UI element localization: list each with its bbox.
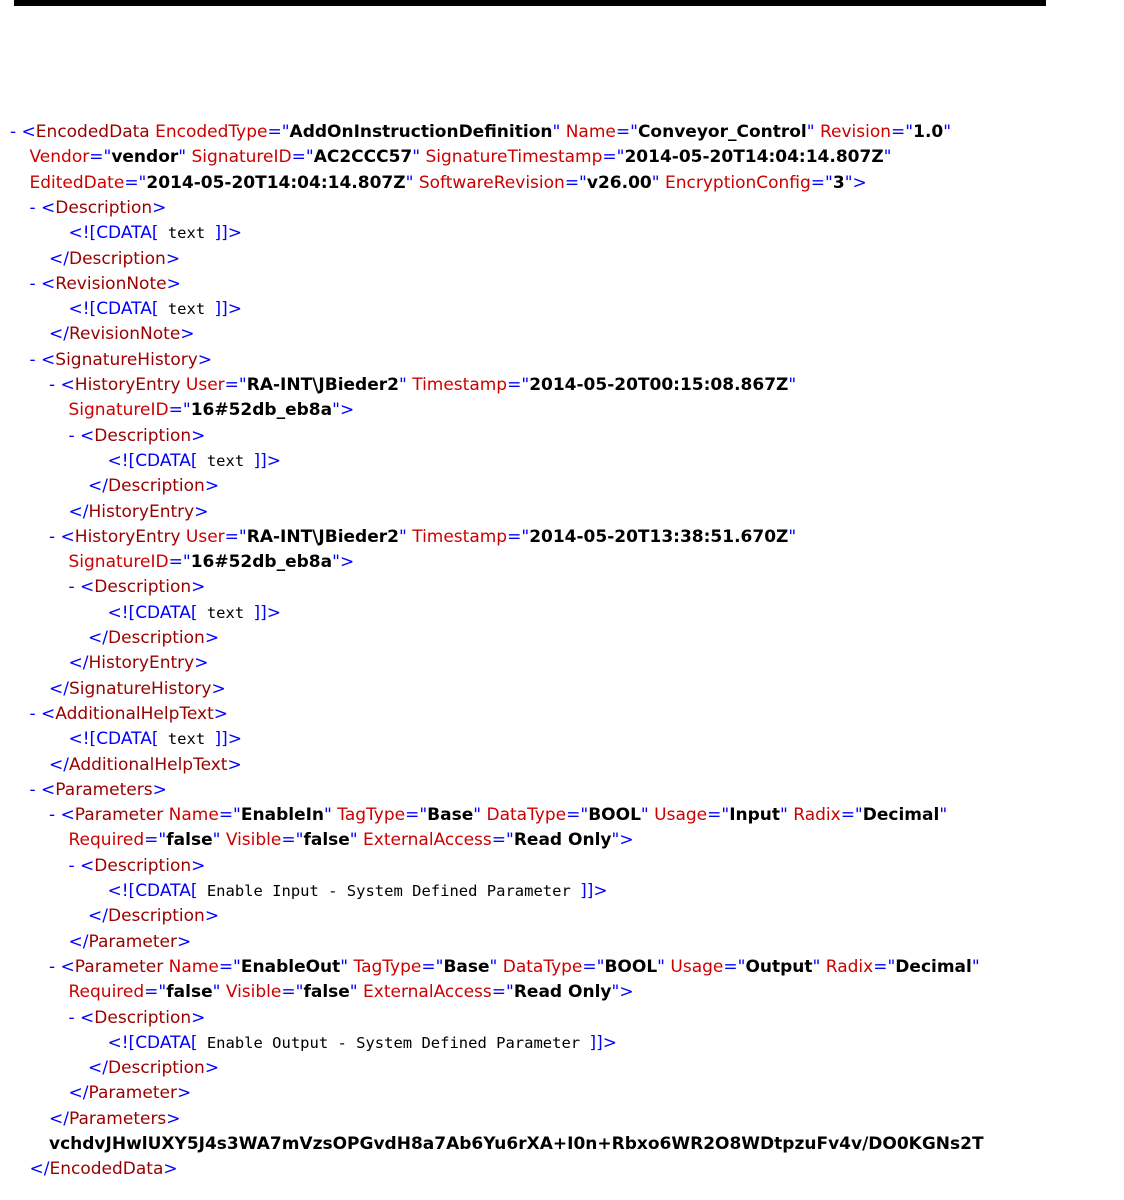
xml-markup: <![CDATA[ (107, 450, 198, 471)
cdata-text: text (197, 603, 254, 622)
xml-markup: " (212, 982, 221, 1003)
xml-markup: </ (68, 1083, 89, 1104)
xml-markup: =" (218, 805, 241, 826)
xml-markup: < (41, 703, 56, 724)
xml-line (108, 601, 282, 626)
element-tag-name: EncodedData (35, 122, 150, 142)
attribute-value: BOOL (604, 956, 658, 977)
element-tag-name: SignatureHistory (55, 349, 198, 370)
xml-markup: =" (873, 956, 896, 977)
xml-markup: </ (29, 1159, 50, 1180)
attribute-value: false (303, 982, 350, 1003)
attribute-value: RA-INT\JBieder2 (246, 526, 399, 547)
xml-markup: </ (49, 324, 69, 345)
xml-markup: </ (88, 476, 108, 497)
xml-markup: > (619, 982, 634, 1003)
xml-markup: " (212, 830, 221, 851)
xml-markup: =" (168, 400, 191, 421)
attribute-name: Visible (225, 830, 282, 851)
element-tag-name: SignatureHistory (68, 678, 212, 699)
xml-markup: > (197, 349, 213, 370)
xml-markup: " (340, 956, 349, 977)
xml-markup: < (60, 956, 75, 977)
xml-line (49, 803, 947, 828)
xml-line (49, 322, 195, 347)
xml-markup: > (619, 830, 634, 851)
attribute-name: User (185, 526, 225, 547)
xml-markup: " (324, 805, 332, 826)
xml-markup: ]]> (589, 1032, 617, 1053)
attribute-value: Read Only (513, 982, 612, 1003)
xml-line (30, 171, 867, 196)
collapse-toggle-icon[interactable]: - (68, 1007, 75, 1028)
attribute-value: Decimal (862, 805, 940, 826)
xml-line (69, 828, 634, 853)
attribute-name: Radix (825, 956, 874, 977)
collapse-toggle-icon[interactable]: - (29, 779, 36, 800)
xml-markup: =" (89, 147, 112, 168)
attribute-value: 16#52db_eb8a (190, 552, 333, 573)
xml-markup: " (971, 956, 980, 977)
collapse-toggle-icon[interactable]: - (29, 703, 36, 724)
element-tag-name: Parameters (68, 1108, 167, 1129)
attribute-value: 2014-05-20T14:04:14.807Z (146, 172, 406, 193)
attribute-name: Visible (225, 982, 282, 1003)
element-tag-name: Description (68, 248, 166, 269)
xml-line (69, 221, 243, 246)
xml-markup: =" (144, 830, 167, 851)
xml-line (49, 373, 796, 398)
xml-markup: " (412, 147, 421, 168)
xml-markup: > (191, 425, 206, 446)
xml-line (69, 1006, 206, 1031)
xml-line (88, 474, 219, 499)
xml-markup: </ (68, 501, 89, 522)
xml-markup: " (939, 805, 948, 826)
xml-markup: " (611, 982, 620, 1003)
xml-markup: > (194, 501, 209, 522)
element-tag-name: Description (107, 628, 205, 648)
xml-markup: =" (582, 956, 605, 977)
xml-markup: " (398, 526, 407, 547)
element-tag-name: Description (94, 577, 192, 598)
xml-markup: > (152, 779, 167, 800)
attribute-value: 3 (832, 172, 845, 193)
xml-line (49, 753, 242, 778)
attribute-name: ExternalAccess (363, 982, 492, 1003)
xml-markup: " (332, 400, 340, 421)
attribute-name: TagType (337, 805, 406, 826)
xml-markup: > (204, 476, 220, 497)
xml-markup: =" (491, 830, 514, 851)
attribute-value: EnableIn (240, 805, 325, 826)
element-tag-name: AdditionalHelpText (68, 754, 228, 775)
attribute-name: Usage (654, 805, 708, 826)
xml-markup: < (80, 577, 95, 598)
attribute-name: Name (565, 122, 616, 142)
xml-markup: > (166, 1108, 181, 1129)
xml-markup: > (213, 703, 229, 724)
attribute-value: v26.00 (586, 172, 652, 193)
xml-markup: =" (281, 830, 304, 851)
xml-markup: <![CDATA[ (107, 881, 198, 901)
xml-markup: </ (88, 906, 108, 927)
xml-markup: " (812, 956, 821, 977)
xml-markup: > (180, 324, 195, 345)
attribute-value: RA-INT\JBieder2 (246, 375, 399, 395)
attribute-name: EncodedType (155, 122, 268, 142)
attribute-name: Radix (793, 805, 841, 826)
xml-markup: </ (68, 931, 89, 952)
xml-markup: < (41, 779, 56, 800)
xml-line (108, 879, 608, 904)
attribute-value: AC2CCC57 (313, 147, 413, 168)
collapse-toggle-icon[interactable]: - (68, 425, 75, 446)
collapse-toggle-icon[interactable]: - (29, 273, 36, 294)
xml-markup: < (41, 273, 56, 294)
xml-line (69, 500, 209, 525)
attribute-name: SignatureID (191, 147, 292, 168)
xml-markup: < (41, 349, 56, 370)
xml-line (49, 677, 226, 702)
attribute-value: BOOL (588, 805, 641, 826)
element-tag-name: Description (94, 855, 192, 876)
collapse-toggle-icon[interactable]: - (49, 526, 56, 547)
xml-markup: =" (144, 982, 167, 1003)
collapse-toggle-icon[interactable]: - (10, 122, 17, 142)
xml-markup: =" (267, 122, 290, 142)
xml-line (69, 1081, 192, 1106)
xml-line (88, 626, 219, 651)
attribute-value: 1.0 (913, 122, 944, 142)
attribute-value: EnableOut (240, 956, 341, 977)
attribute-value: 16#52db_eb8a (190, 400, 333, 421)
cdata-text: Enable Output - System Defined Parameter (197, 1033, 590, 1052)
xml-line (88, 1056, 219, 1081)
xml-markup: < (60, 805, 75, 826)
xml-markup: ]]> (214, 299, 243, 320)
xml-markup: " (489, 956, 498, 977)
xml-line (69, 424, 206, 449)
attribute-value: false (303, 830, 350, 851)
element-tag-name: Parameters (55, 779, 153, 800)
xml-markup: > (194, 653, 209, 674)
attribute-name: Vendor (29, 147, 90, 168)
xml-markup: =" (723, 956, 746, 977)
xml-markup: =" (224, 526, 247, 547)
xml-markup: <![CDATA[ (68, 299, 159, 320)
collapse-toggle-icon[interactable]: - (29, 197, 36, 218)
attribute-value: Base (427, 805, 474, 826)
attribute-name: Name (168, 805, 219, 826)
cdata-text: text (158, 730, 215, 749)
xml-line (88, 904, 219, 929)
xml-line (49, 247, 180, 272)
xml-line (69, 651, 209, 676)
xml-markup: <![CDATA[ (68, 223, 159, 244)
xml-line (69, 854, 206, 879)
xml-markup: =" (124, 172, 147, 193)
attribute-name: EncryptionConfig (664, 172, 811, 193)
collapse-toggle-icon[interactable]: - (49, 375, 56, 395)
xml-markup: ]]> (214, 729, 243, 750)
xml-markup: > (152, 197, 167, 218)
xml-line (69, 550, 355, 575)
element-tag-name: HistoryEntry (74, 375, 181, 395)
element-tag-name: Parameter (88, 1083, 177, 1104)
xml-markup: =" (707, 805, 730, 826)
xml-markup: " (405, 172, 414, 193)
xml-line (30, 348, 213, 373)
top-border-bar (14, 0, 1046, 6)
attribute-name: SignatureID (68, 552, 169, 573)
attribute-name: Usage (670, 956, 724, 977)
xml-markup: > (191, 577, 206, 598)
attribute-name: Name (168, 956, 219, 977)
xml-line (30, 196, 167, 221)
xml-line (69, 980, 634, 1005)
xml-markup: =" (224, 375, 247, 395)
xml-markup: " (398, 375, 407, 395)
xml-line (49, 1132, 984, 1157)
xml-markup: < (41, 197, 56, 218)
xml-markup: " (473, 805, 482, 826)
collapse-toggle-icon[interactable]: - (49, 805, 56, 826)
element-tag-name: RevisionNote (55, 273, 167, 294)
element-tag-name: Description (94, 425, 192, 446)
xml-line (69, 297, 243, 322)
xml-markup: </ (49, 1108, 69, 1129)
xml-markup: > (227, 754, 242, 775)
collapse-toggle-icon[interactable]: - (29, 349, 36, 370)
xml-line (30, 702, 229, 727)
attribute-value: 2014-05-20T00:15:08.867Z (529, 375, 789, 395)
xml-markup: =" (564, 172, 587, 193)
xml-markup: =" (507, 375, 530, 395)
element-tag-name: AdditionalHelpText (55, 703, 214, 724)
xml-markup: </ (49, 678, 69, 699)
xml-markup: " (788, 375, 797, 395)
element-tag-name: HistoryEntry (88, 501, 195, 522)
attribute-name: SoftwareRevision (418, 172, 565, 193)
cdata-text: text (197, 451, 254, 470)
xml-markup: =" (218, 956, 241, 977)
xml-markup: " (657, 956, 665, 977)
xml-markup: <![CDATA[ (107, 1032, 198, 1053)
attribute-value: AddOnInstructionDefinition (289, 122, 553, 142)
xml-markup: =" (602, 147, 625, 168)
xml-markup: < (80, 1007, 95, 1028)
xml-markup: =" (168, 552, 191, 573)
xml-markup: < (60, 526, 75, 547)
xml-markup: < (80, 855, 95, 876)
element-tag-name: Description (55, 197, 153, 218)
xml-markup: =" (291, 147, 314, 168)
xml-line (69, 575, 206, 600)
element-tag-name: Description (94, 1007, 192, 1028)
xml-line (30, 145, 892, 170)
xml-markup: > (339, 552, 355, 573)
xml-line (30, 272, 181, 297)
element-tag-name: Parameter (74, 805, 164, 826)
xml-markup: < (80, 425, 95, 446)
xml-markup: " (349, 830, 358, 851)
attribute-value: Output (745, 956, 813, 977)
xml-markup: " (611, 830, 620, 851)
xml-line (69, 727, 243, 752)
xml-markup: ]]> (253, 602, 282, 623)
attribute-name: EditedDate (29, 172, 125, 193)
xml-markup: =" (840, 805, 863, 826)
xml-markup: </ (88, 1058, 108, 1079)
xml-markup: > (166, 273, 181, 294)
attribute-value: Input (729, 805, 781, 826)
attribute-name: SignatureTimestamp (425, 147, 603, 168)
attribute-name: Required (68, 830, 145, 851)
xml-markup: > (191, 855, 206, 876)
xml-markup: ]]> (214, 223, 243, 244)
xml-markup: " (640, 805, 649, 826)
element-tag-name: EncodedData (49, 1159, 164, 1180)
xml-markup: " (332, 552, 340, 573)
attribute-value: vendor (111, 147, 179, 168)
element-tag-name: Description (107, 476, 205, 497)
xml-markup: < (21, 122, 36, 142)
attribute-value: Decimal (895, 956, 972, 977)
attribute-name: Timestamp (412, 526, 508, 547)
xml-line (49, 955, 980, 980)
xml-markup: > (852, 172, 867, 193)
xml-markup: =" (421, 956, 444, 977)
cdata-text: text (158, 300, 215, 319)
xml-markup: ]]> (580, 881, 608, 901)
xml-markup: > (191, 1007, 206, 1028)
attribute-name: ExternalAccess (363, 830, 492, 851)
xml-line (10, 120, 951, 145)
xml-line (30, 778, 167, 803)
attribute-name: Timestamp (412, 375, 508, 395)
xml-markup: =" (810, 172, 833, 193)
xml-markup: " (349, 982, 358, 1003)
attribute-value: 2014-05-20T14:04:14.807Z (624, 147, 884, 168)
xml-markup: " (806, 122, 815, 142)
xml-markup: <![CDATA[ (68, 729, 159, 750)
xml-markup: > (176, 931, 192, 952)
attribute-value: Read Only (513, 830, 612, 851)
attribute-name: Revision (819, 122, 892, 142)
element-tag-name: Description (107, 1058, 205, 1079)
attribute-value: 2014-05-20T13:38:51.670Z (529, 526, 789, 547)
cdata-text: Enable Input - System Defined Parameter (197, 882, 581, 900)
xml-line (49, 525, 796, 550)
xml-markup: </ (49, 248, 69, 269)
xml-markup: > (339, 400, 355, 421)
xml-markup: </ (68, 653, 89, 674)
element-tag-name: Description (107, 906, 205, 927)
xml-markup: =" (281, 982, 304, 1003)
xml-markup: > (204, 628, 220, 648)
xml-markup: " (178, 147, 187, 168)
xml-markup: =" (615, 122, 638, 142)
xml-markup: <![CDATA[ (107, 602, 198, 623)
xml-line (69, 398, 355, 423)
attribute-name: Required (68, 982, 145, 1003)
xml-markup: ]]> (253, 450, 282, 471)
xml-line (69, 930, 192, 955)
encoded-text-content: vchdvJHwlUXY5J4s3WA7mVzsOPGvdH8a7Ab6Yu6rXA+I0n+Rbxo6WR2O8WDtpzuFv4v/DO0KGNs2T (49, 1134, 984, 1154)
attribute-value: false (166, 982, 213, 1003)
xml-markup: > (165, 248, 181, 269)
cdata-text: text (158, 224, 215, 243)
xml-markup: " (943, 122, 952, 142)
attribute-name: DataType (486, 805, 567, 826)
xml-markup: > (163, 1159, 178, 1180)
element-tag-name: Parameter (74, 956, 164, 977)
xml-line (30, 1157, 178, 1182)
xml-markup: " (780, 805, 788, 826)
xml-line (49, 1107, 181, 1132)
xml-line (108, 449, 282, 474)
xml-markup: =" (491, 982, 514, 1003)
xml-markup: =" (566, 805, 589, 826)
xml-markup: " (844, 172, 853, 193)
attribute-value: Conveyor_Control (637, 122, 807, 142)
xml-markup: > (176, 1083, 192, 1104)
collapse-toggle-icon[interactable]: - (68, 855, 75, 876)
attribute-name: SignatureID (68, 400, 169, 421)
xml-markup: </ (88, 628, 108, 648)
element-tag-name: HistoryEntry (74, 526, 181, 547)
xml-markup: " (883, 147, 892, 168)
attribute-name: DataType (502, 956, 583, 977)
xml-markup: =" (507, 526, 530, 547)
xml-markup: =" (405, 805, 428, 826)
xml-markup: > (204, 1058, 220, 1079)
attribute-name: User (185, 375, 225, 395)
xml-markup: > (204, 906, 220, 927)
attribute-value: Base (443, 956, 490, 977)
xml-markup: " (788, 526, 797, 547)
attribute-name: TagType (353, 956, 422, 977)
xml-markup: =" (891, 122, 914, 142)
element-tag-name: RevisionNote (68, 324, 181, 345)
xml-markup: " (651, 172, 660, 193)
xml-markup: </ (49, 754, 69, 775)
xml-markup: > (211, 678, 226, 699)
element-tag-name: HistoryEntry (88, 653, 195, 674)
element-tag-name: Parameter (88, 931, 177, 952)
xml-line (108, 1031, 617, 1056)
xml-markup: < (60, 375, 75, 395)
collapse-toggle-icon[interactable]: - (68, 577, 75, 598)
xml-markup: " (552, 122, 561, 142)
attribute-value: false (166, 830, 213, 851)
collapse-toggle-icon[interactable]: - (49, 956, 56, 977)
